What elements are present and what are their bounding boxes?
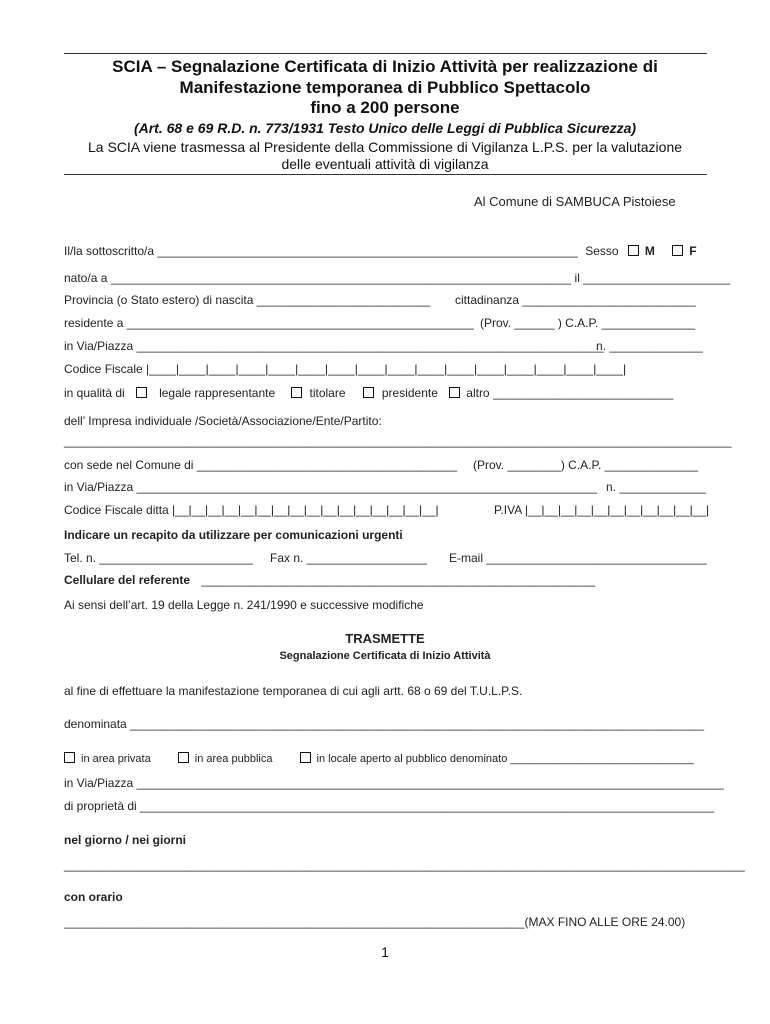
giorno-label: nel giorno / nei giorni <box>64 833 186 847</box>
sede-via-field[interactable]: in Via/Piazza _____________________________________________________________________ <box>64 480 597 494</box>
sede-prov-cap-field[interactable]: (Prov. ________) C.A.P. ______________ <box>473 458 699 472</box>
intro-line-1: La SCIA viene trasmessa al Presidente della Commissione di Vigilanza L.P.S. per la valutazione <box>87 139 683 155</box>
email-field[interactable]: E-mail _________________________________ <box>449 551 707 565</box>
subtitle: (Art. 68 e 69 R.D. n. 773/1931 Testo Unico delle Leggi di Pubblica Sicurezza) <box>133 120 637 136</box>
legale-label: legale rappresentante <box>159 386 276 400</box>
area-row <box>64 752 694 765</box>
intro-line-2: delle eventuali attività di vigilanza <box>281 156 489 172</box>
cellulare-row <box>64 573 595 587</box>
cellulare-label: Cellulare del referente <box>64 573 191 587</box>
cf-ditta-field[interactable]: Codice Fiscale ditta |__|__|__|__|__|__|__|__|__|__|__|__|__|__|__|__| <box>64 503 439 517</box>
sottoscritto-row <box>64 244 697 258</box>
checkbox-f[interactable] <box>672 245 683 256</box>
trasmette-subheading: Segnalazione Certificata di Inizio Attività <box>279 650 491 662</box>
sesso-label: Sesso <box>585 244 619 258</box>
codice-fiscale-field[interactable]: Codice Fiscale |____|____|____|____|____|____|____|____|____|____|____|____|____|____|____|____| <box>64 362 627 376</box>
provincia-field[interactable]: Provincia (o Stato estero) di nascita __________________________ <box>64 293 431 307</box>
recipient: Al Comune di SAMBUCA Pistoiese <box>474 194 676 209</box>
cittadinanza-field[interactable]: cittadinanza __________________________ <box>455 293 696 307</box>
orario-field[interactable]: _____________________________________________________________________(MAX FINO ALLE ORE 24.00) <box>64 915 686 929</box>
orario-label: con orario <box>64 890 123 904</box>
title-line-1: SCIA – Segnalazione Certificata di Inizio Attività per realizzazione di <box>112 57 658 76</box>
top-rule <box>64 53 707 54</box>
checkbox-titolare[interactable] <box>291 387 302 398</box>
via-field[interactable]: in Via/Piazza ______________________________________________________________________ <box>64 339 604 353</box>
checkbox-m[interactable] <box>628 245 639 256</box>
checkbox-area-privata[interactable] <box>64 752 75 763</box>
checkbox-legale[interactable] <box>136 387 147 398</box>
header-bottom-rule <box>64 174 707 175</box>
sottoscritto-field[interactable]: _______________________________________________________________ <box>157 244 578 258</box>
recapito-heading: Indicare un recapito da utilizzare per comunicazioni urgenti <box>64 528 403 542</box>
tel-field[interactable]: Tel. n. _______________________ <box>64 551 253 565</box>
checkbox-area-pubblica[interactable] <box>178 752 189 763</box>
title-line-2: Manifestazione temporanea di Pubblico Spettacolo <box>179 78 591 97</box>
residente-field[interactable]: residente a ____________________________________________________ <box>64 316 474 330</box>
sede-civico-field[interactable]: n. _____________ <box>606 480 707 494</box>
area-privata-label: in area privata <box>81 753 151 765</box>
nato-field[interactable]: nato/a a _____________________________________________________________________ il ______________________ <box>64 271 731 285</box>
event-via-field[interactable]: in Via/Piazza ________________________________________________________________________________________ <box>64 776 724 790</box>
fax-field[interactable]: Fax n. __________________ <box>270 551 427 565</box>
civico-field[interactable]: n. ______________ <box>596 339 703 353</box>
qualita-row <box>64 386 673 400</box>
sex-m-label: M <box>644 244 655 258</box>
piva-field[interactable]: P.IVA |__|__|__|__|__|__|__|__|__|__|__| <box>494 503 710 517</box>
giorno-field[interactable]: ______________________________________________________________________________________________________ <box>64 858 745 872</box>
checkbox-locale[interactable] <box>300 752 311 763</box>
area-pubblica-label: in area pubblica <box>194 753 273 765</box>
impresa-label: dell’ Impresa individuale /Società/Associazione/Ente/Partito: <box>64 414 382 428</box>
titolare-label: titolare <box>309 386 346 400</box>
qualita-label: in qualità di <box>64 386 125 400</box>
checkbox-presidente[interactable] <box>363 387 374 398</box>
trasmette-heading: TRASMETTE <box>345 631 425 646</box>
sede-field[interactable]: con sede nel Comune di _______________________________________ <box>64 458 458 472</box>
denominata-field[interactable]: denominata ______________________________________________________________________________________ <box>64 717 704 731</box>
altro-field[interactable]: altro ___________________________ <box>466 386 674 400</box>
impresa-field[interactable]: ____________________________________________________________________________________________________ <box>64 434 732 448</box>
sex-f-label: F <box>689 244 697 258</box>
al-fine-text: al fine di effettuare la manifestazione temporanea di cui agli artt. 68 o 69 del T.U.L.P.S. <box>64 684 523 698</box>
prov-cap-field[interactable]: (Prov. ______ ) C.A.P. ______________ <box>480 316 696 330</box>
title-line-3: fino a 200 persone <box>310 98 460 117</box>
locale-field[interactable]: in locale aperto al pubblico denominato ______________________________ <box>316 753 694 765</box>
sottoscritto-label: Il/la sottoscritto/a <box>64 244 155 258</box>
cellulare-field[interactable]: ___________________________________________________________ <box>201 573 596 587</box>
presidente-label: presidente <box>381 386 438 400</box>
checkbox-altro[interactable] <box>449 387 460 398</box>
proprieta-field[interactable]: di proprietà di ______________________________________________________________________________________ <box>64 799 714 813</box>
ai-sensi-text: Ai sensi dell’art. 19 della Legge n. 241/1990 e successive modifiche <box>64 598 424 612</box>
page-number: 1 <box>381 944 389 960</box>
